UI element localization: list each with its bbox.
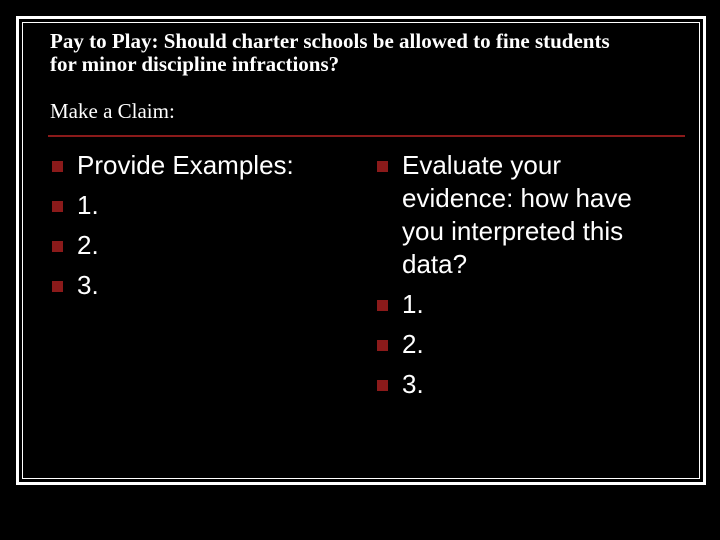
list-item <box>50 229 340 262</box>
slide-title-line-2: for minor discipline infractions? <box>50 52 340 76</box>
square-bullet-icon <box>52 241 63 252</box>
list-item <box>50 149 340 182</box>
slide-title <box>50 30 680 76</box>
square-bullet-icon <box>377 161 388 172</box>
list-item-text: 2. <box>402 329 424 359</box>
list-item <box>375 368 675 401</box>
list-item <box>375 149 675 281</box>
list-item-text: 1. <box>77 190 99 220</box>
square-bullet-icon <box>377 300 388 311</box>
list-item <box>375 288 675 321</box>
slide-title-line-1: Pay to Play: Should charter schools be allowed to fine students <box>50 29 610 53</box>
right-bullet-list <box>375 149 675 408</box>
square-bullet-icon <box>52 201 63 212</box>
list-item <box>50 269 340 302</box>
list-item-text: 3. <box>77 270 99 300</box>
square-bullet-icon <box>377 340 388 351</box>
list-item-text: 3. <box>402 369 424 399</box>
list-item-text: Provide Examples: <box>77 150 294 180</box>
square-bullet-icon <box>52 281 63 292</box>
list-item-text: 1. <box>402 289 424 319</box>
square-bullet-icon <box>377 380 388 391</box>
list-item <box>50 189 340 222</box>
claim-prompt: Make a Claim: <box>50 99 175 123</box>
left-bullet-list <box>50 149 340 309</box>
list-item <box>375 328 675 361</box>
square-bullet-icon <box>52 161 63 172</box>
list-item-text: Evaluate your evidence: how have you interpreted this data? <box>402 150 632 279</box>
list-item-text: 2. <box>77 230 99 260</box>
divider-rule <box>48 135 685 137</box>
